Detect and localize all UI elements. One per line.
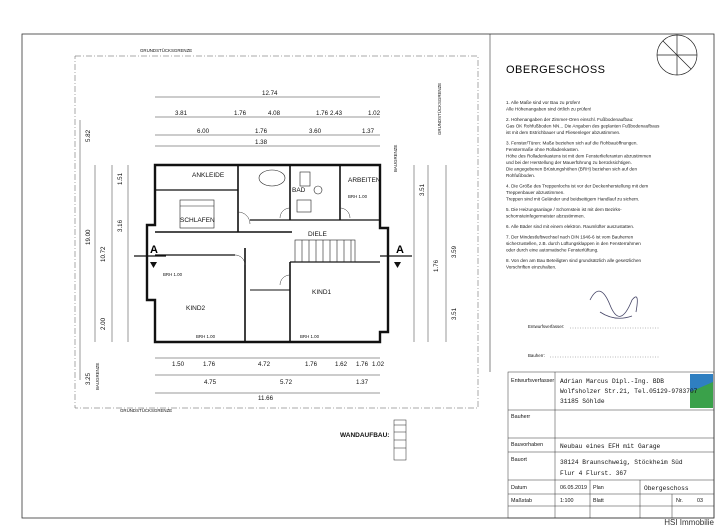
baugrenze-left: BAUGRENZE xyxy=(95,362,100,390)
room-arbeiten: ARBEITEN xyxy=(348,177,381,184)
tb-bauort-line-1: Flur 4 Flurst. 367 xyxy=(560,470,627,477)
sheet-title: OBERGESCHOSS xyxy=(506,64,606,76)
note-line: Vorschriften einzuhalten. xyxy=(506,264,557,270)
dim-top-r2-3: 1.37 xyxy=(362,128,375,135)
staircase xyxy=(295,240,355,262)
general-notes xyxy=(506,100,660,270)
dim-right-1: 3.59 xyxy=(451,245,458,258)
note-line: Gas OK Rohfußboden NN... Die Angaben des geplanten Fußbodenaufbaus xyxy=(506,123,660,129)
dim-left-6: 1.51 xyxy=(117,172,124,185)
tb-bauvorhaben-value: Neubau eines EFH mit Garage xyxy=(560,443,661,450)
dim-left-5: 3.16 xyxy=(117,219,124,232)
dim-bot-overall: 11.66 xyxy=(258,395,274,402)
dim-top-r1-3: 1.76 xyxy=(316,110,329,117)
dim-top-r3-0: 1.38 xyxy=(255,139,268,146)
tb-entwurf-line-0: Adrian Marcus Dipl.-Ing. BDB xyxy=(560,378,664,385)
tb-datum-value: 06.05.2019 xyxy=(560,485,587,491)
signature-stamp xyxy=(590,291,637,318)
note-line: und bei der Herstellung der Mauerführung zu berücksichtigen. xyxy=(506,160,632,165)
dim-top-r1-1: 1.76 xyxy=(234,110,247,117)
dim-top-r1-5: 1.02 xyxy=(368,110,381,117)
dim-top-r2-2: 3.60 xyxy=(309,128,322,135)
section-marker-right xyxy=(380,244,412,268)
tb-massstab-label: Maßstab xyxy=(511,498,532,504)
dim-left-1: 10.72 xyxy=(100,246,107,262)
entwurfsverfasser-sign-label: Entwurfsverfasser: xyxy=(528,324,565,329)
dim-left-0: 19.00 xyxy=(85,229,92,245)
note-line: 7. Der Mindestluftwechsel nach DIN 1946-6 ist vom Bauherren xyxy=(506,234,634,240)
tb-entwurfsverfasser-label: Entwurfsverfasser xyxy=(511,378,555,384)
wandaufbau-label: WANDAUFBAU: xyxy=(340,432,390,439)
room-schlafen: SCHLAFEN xyxy=(180,217,215,224)
dim-left-2: 5.82 xyxy=(85,129,92,142)
section-label-left: A xyxy=(150,244,158,256)
dim-bot-r2-1: 5.72 xyxy=(280,379,293,386)
tb-plan-label: Plan xyxy=(593,485,604,491)
grundstucksgrenze-top: GRUNDSTÜCKSGRENZE xyxy=(140,48,193,53)
dim-right-0: 3.51 xyxy=(419,183,426,196)
section-marker-left xyxy=(134,244,166,268)
tb-entwurf-line-2: 31185 Söhlde xyxy=(560,398,605,405)
bauherr-sign-label: Bauherr: xyxy=(528,353,545,358)
tb-bauort-line-0: 38124 Braunschweig, Stöckheim Süd xyxy=(560,459,683,466)
note-line: Treppen sind mit Geländer und beidseitigem Handlauf zu sichern. xyxy=(506,196,640,202)
north-arrow xyxy=(657,35,697,75)
dim-bot-r1-3: 1.76 xyxy=(305,361,318,368)
dim-bot-r2-0: 4.75 xyxy=(204,379,217,386)
note-line: oder durch eine automatische Fensterlüftung. xyxy=(506,247,599,253)
dim-left-4: 3.25 xyxy=(85,372,92,385)
note-line: Rohfußboden. xyxy=(506,173,536,178)
note-line: schornsteinfegermeister abzustimmen. xyxy=(506,213,585,219)
brh-1: BRH 1.00 xyxy=(300,334,320,339)
section-label-right: A xyxy=(396,244,404,256)
dim-right-3: 1.76 xyxy=(433,259,440,272)
brh-3: BRH 1.00 xyxy=(348,194,368,199)
baugrenze-right: BAUGRENZE xyxy=(393,144,398,172)
room-kind1: KIND1 xyxy=(312,289,332,296)
top-dimensions xyxy=(155,97,380,146)
wall-section-sample xyxy=(394,420,406,460)
dim-top-r1-2: 4.08 xyxy=(268,110,281,117)
grundstucksgrenze-bottom: GRUNDSTÜCKSGRENZE xyxy=(120,408,173,413)
watermark: HSI Immobilie xyxy=(664,518,714,527)
dim-bot-r1-6: 1.02 xyxy=(372,361,385,368)
tb-blatt-label: Blatt xyxy=(593,498,604,504)
tb-datum-label: Datum xyxy=(511,485,527,491)
building-walls xyxy=(147,165,388,342)
note-line: 2. Höhenangaben der Zimmer-Oren einschl. Fußbodenaufbau: xyxy=(506,117,634,122)
note-line: 3. Fenster/Türen: Maße beziehen sich auf die Rohbauöffnungen. xyxy=(506,140,638,146)
note-line: Fenstermaße ohne Rolladenkasten. xyxy=(506,147,580,152)
tb-plan-value: Obergeschoss xyxy=(644,485,689,492)
tb-bauherr-label: Bauherr xyxy=(511,414,531,420)
tb-massstab-value: 1:100 xyxy=(560,498,574,504)
tb-bauvorhaben-label: Bauvorhaben xyxy=(511,442,544,448)
note-line: 4. Die Größe des Treppenlochs ist vor der Deckenherstellung mit dem xyxy=(506,183,649,189)
note-line: ist mit dem Estrichbauer und Fliesenleger abzustimmen. xyxy=(506,130,621,135)
room-ankleide: ANKLEIDE xyxy=(192,172,225,179)
dim-bot-r1-5: 1.76 xyxy=(356,361,369,368)
dim-top-r1-4: 2.43 xyxy=(330,110,343,117)
dim-top-r2-1: 1.76 xyxy=(255,128,268,135)
tb-nr-value: 03 xyxy=(697,498,703,504)
note-line: Alle Höhenangaben sind örtlich zu prüfen! xyxy=(506,106,592,112)
note-line: 5. Die Heizungsanlage / Schornstein ist mit dem Bezirks- xyxy=(506,207,622,212)
dim-left-3: 2.00 xyxy=(100,317,107,330)
room-kind2: KIND2 xyxy=(186,305,206,312)
tb-bauort-label: Bauort xyxy=(511,457,527,463)
dim-bot-r1-4: 1.62 xyxy=(335,361,348,368)
note-line: Treppenbauer abzustimmen. xyxy=(506,190,565,195)
room-diele: DIELE xyxy=(308,231,327,238)
note-line: Die angegebenen Brüstungshöhen (BRH) beziehen sich auf den xyxy=(506,166,638,172)
tb-nr-label: Nr. xyxy=(676,498,683,504)
grundstucksgrenze-right: GRUNDSTÜCKSGRENZE xyxy=(437,82,442,135)
dim-top-r2-0: 6.00 xyxy=(197,128,210,135)
dim-bot-r2-2: 1.37 xyxy=(356,379,369,386)
dim-top-r1-0: 3.81 xyxy=(175,110,188,117)
brh-2: BRH 1.00 xyxy=(163,272,183,277)
dim-bot-r1-2: 4.72 xyxy=(258,361,271,368)
note-line: 1. Alle Maße sind vor Bau zu prüfen! xyxy=(506,100,581,105)
tb-entwurf-line-1: Wolfsholzer Str.21, Tel.05129-9783707 xyxy=(560,388,698,395)
note-line: 8. Von den am Bau Beteiligten sind grundsätzlich alle gesetzlichen xyxy=(506,258,642,263)
dim-top-overall: 12.74 xyxy=(262,90,278,97)
dim-bot-r1-0: 1.50 xyxy=(172,361,185,368)
brh-0: BRH 1.00 xyxy=(196,334,216,339)
note-line: 6. Alle Bäder sind mit einem elektron. Raumlüfter auszustatten. xyxy=(506,224,635,229)
room-bad: BAD xyxy=(292,187,306,194)
note-line: sicherzustellen, z.B. durch Lüftungsklappen in den Fensterrahmen xyxy=(506,241,641,246)
dim-right-2: 3.51 xyxy=(451,307,458,320)
note-line: Höhe des Rolladenkastens ist mit dem Fensterlieferanten abzustimmen xyxy=(506,153,652,159)
dim-bot-r1-1: 1.76 xyxy=(203,361,216,368)
